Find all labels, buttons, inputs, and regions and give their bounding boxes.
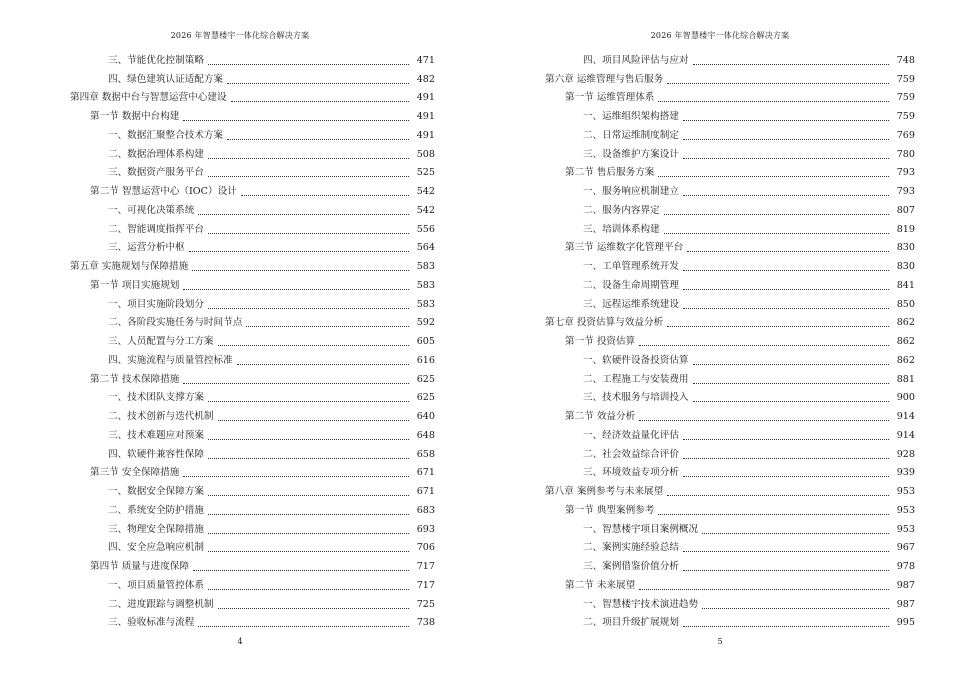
dot-leader [208, 158, 409, 159]
toc-chapter[interactable] [545, 67, 915, 86]
toc-entry-title: 三、验收标准与流程 [108, 617, 195, 629]
toc-entry-page: 605 [416, 336, 435, 347]
toc-item[interactable] [545, 273, 915, 292]
toc-entry-title: 一、可视化决策系统 [108, 204, 195, 216]
toc-entry-title: 二、智能调度指挥平台 [108, 223, 204, 235]
dot-leader [231, 101, 409, 102]
page-number: 5 [717, 637, 723, 646]
dot-leader [183, 383, 409, 384]
toc-entry-title: 第一节 投资估算 [565, 336, 636, 347]
toc-entry-page: 671 [416, 486, 435, 497]
dot-leader [693, 383, 889, 384]
dot-leader [639, 345, 889, 346]
dot-leader [667, 326, 889, 327]
toc-entry-page: 819 [896, 223, 915, 235]
toc-entry-title: 二、各阶段实施任务与时间节点 [108, 317, 243, 329]
dot-leader [683, 270, 889, 271]
toc-item[interactable] [70, 442, 435, 461]
toc-entry-title: 一、数据汇聚整合技术方案 [108, 129, 224, 141]
toc-entry-page: 542 [416, 204, 435, 216]
toc-entry-page: 648 [416, 429, 435, 441]
toc-item[interactable] [70, 498, 435, 517]
toc-item[interactable] [70, 517, 435, 536]
toc-item[interactable] [70, 198, 435, 217]
toc-entry-page: 683 [416, 504, 435, 516]
toc-entry-title: 一、运维组织架构搭建 [583, 111, 679, 122]
dot-leader [683, 458, 889, 459]
toc-entry-page: 658 [416, 448, 435, 460]
toc-item[interactable] [545, 123, 915, 142]
toc-list [70, 48, 435, 629]
toc-entry-title: 第四节 质量与进度保障 [90, 561, 189, 572]
toc-entry-title: 第七章 投资估算与效益分析 [545, 317, 664, 329]
toc-entry-page: 625 [416, 373, 435, 385]
dot-leader [183, 476, 409, 477]
dot-leader [198, 214, 409, 215]
dot-leader [193, 570, 409, 571]
toc-entry-page: 939 [896, 467, 915, 479]
toc-entry-title: 一、项目质量管控体系 [108, 579, 204, 591]
dot-leader [683, 439, 889, 440]
dot-leader [683, 476, 889, 477]
toc-entry-page: 759 [896, 73, 915, 85]
dot-leader [693, 64, 889, 65]
toc-entry-page: 491 [416, 92, 435, 104]
toc-entry-page: 616 [416, 354, 435, 366]
toc-entry-page: 793 [896, 167, 915, 179]
dot-leader [702, 608, 889, 609]
toc-entry-page: 850 [896, 298, 915, 310]
toc-entry-title: 第二节 技术保障措施 [90, 373, 180, 385]
toc-item[interactable] [70, 536, 435, 555]
toc-item[interactable] [545, 554, 915, 573]
dot-leader [218, 345, 409, 346]
toc-section[interactable] [545, 161, 915, 180]
toc-entry-page: 953 [896, 504, 915, 516]
toc-entry-title: 三、数据资产服务平台 [108, 167, 204, 179]
toc-entry-title: 一、工单管理系统开发 [583, 261, 679, 272]
toc-entry-page: 967 [896, 542, 915, 554]
toc-item[interactable] [70, 592, 435, 611]
page-number: 4 [237, 637, 243, 646]
toc-entry-title: 三、人员配置与分工方案 [108, 336, 214, 347]
dot-leader [227, 139, 409, 140]
dot-leader [183, 120, 409, 121]
toc-section[interactable] [70, 104, 435, 123]
toc-entry-title: 三、技术服务与培训投入 [583, 392, 689, 404]
dot-leader [208, 176, 409, 177]
toc-entry-title: 三、远程运维系统建设 [583, 298, 679, 310]
toc-entry-title: 二、技术创新与迭代机制 [108, 411, 214, 422]
toc-entry-page: 881 [896, 373, 915, 385]
dot-leader [208, 233, 409, 234]
toc-item[interactable] [545, 104, 915, 123]
toc-entry-page: 671 [416, 467, 435, 479]
toc-item[interactable] [545, 592, 915, 611]
toc-item[interactable] [70, 48, 435, 67]
toc-entry-page: 769 [896, 129, 915, 141]
dot-leader [189, 251, 409, 252]
toc-entry-title: 三、设备维护方案设计 [583, 148, 679, 160]
dot-leader [683, 139, 889, 140]
dot-leader [218, 608, 409, 609]
dot-leader [198, 626, 409, 627]
toc-entry-page: 807 [896, 204, 915, 216]
toc-entry-page: 987 [896, 579, 915, 591]
dot-leader [208, 439, 409, 440]
dot-leader [658, 176, 889, 177]
toc-entry-page: 914 [896, 429, 915, 441]
toc-entry-title: 一、服务响应机制建立 [583, 186, 679, 197]
toc-entry-page: 625 [416, 392, 435, 404]
toc-item[interactable] [545, 198, 915, 217]
toc-item[interactable] [70, 329, 435, 348]
toc-entry-page: 780 [896, 148, 915, 160]
toc-item[interactable] [545, 386, 915, 405]
toc-item[interactable] [70, 123, 435, 142]
dot-leader [241, 195, 409, 196]
toc-entry-page: 830 [896, 261, 915, 272]
toc-entry-page: 717 [416, 561, 435, 572]
toc-entry-title: 四、安全应急响应机制 [108, 542, 204, 554]
toc-entry-title: 二、数据治理体系构建 [108, 148, 204, 160]
toc-entry-title: 一、智慧楼宇技术演进趋势 [583, 598, 699, 610]
dot-leader [227, 83, 409, 84]
toc-entry-page: 862 [896, 336, 915, 347]
toc-item[interactable] [70, 386, 435, 405]
toc-item[interactable] [545, 536, 915, 555]
running-header: 2026 年智慧楼宇一体化综合解决方案 [170, 31, 310, 40]
dot-leader [237, 364, 409, 365]
dot-leader [683, 195, 889, 196]
toc-item[interactable] [70, 404, 435, 423]
toc-item[interactable] [70, 348, 435, 367]
toc-entry-page: 725 [416, 598, 435, 610]
toc-entry-title: 第三节 运维数字化管理平台 [565, 242, 684, 254]
toc-item[interactable] [545, 348, 915, 367]
dot-leader [192, 270, 409, 271]
toc-item[interactable] [545, 423, 915, 442]
toc-entry-page: 995 [896, 617, 915, 629]
toc-chapter[interactable] [70, 86, 435, 105]
toc-entry-title: 四、软硬件兼容性保障 [108, 448, 204, 460]
toc-section[interactable] [545, 404, 915, 423]
toc-entry-title: 三、培训体系构建 [583, 223, 660, 235]
toc-chapter[interactable] [545, 311, 915, 330]
dot-leader [683, 626, 889, 627]
dot-leader [667, 83, 889, 84]
toc-entry-title: 三、案例借鉴价值分析 [583, 561, 679, 572]
toc-entry-title: 二、系统安全防护措施 [108, 504, 204, 516]
toc-item[interactable] [70, 479, 435, 498]
toc-section[interactable] [70, 367, 435, 386]
toc-section[interactable] [545, 236, 915, 255]
toc-entry-title: 三、技术难题应对预案 [108, 429, 204, 441]
toc-entry-title: 第三节 安全保障措施 [90, 467, 180, 479]
toc-section[interactable] [70, 273, 435, 292]
dot-leader [208, 514, 409, 515]
toc-entry-page: 491 [416, 111, 435, 122]
toc-entry-title: 四、绿色建筑认证适配方案 [108, 73, 224, 85]
toc-entry-title: 四、项目风险评估与应对 [583, 54, 689, 66]
toc-entry-page: 978 [896, 561, 915, 572]
running-header: 2026 年智慧楼宇一体化综合解决方案 [650, 31, 790, 40]
toc-entry-page: 953 [896, 486, 915, 497]
toc-list [545, 48, 915, 629]
dot-leader [246, 326, 409, 327]
toc-item[interactable] [70, 142, 435, 161]
toc-item[interactable] [70, 161, 435, 180]
toc-item[interactable] [70, 67, 435, 86]
toc-entry-title: 三、物理安全保障措施 [108, 523, 204, 535]
toc-entry-title: 第二节 智慧运营中心（IOC）设计 [90, 186, 237, 197]
toc-entry-page: 953 [896, 523, 915, 535]
toc-entry-title: 第一节 项目实施规划 [90, 279, 180, 291]
dot-leader [208, 533, 409, 534]
toc-entry-title: 四、实施流程与质量管控标准 [108, 354, 233, 366]
toc-entry-title: 二、项目升级扩展规划 [583, 617, 679, 629]
toc-entry-title: 二、案例实施经验总结 [583, 542, 679, 554]
toc-entry-page: 471 [416, 54, 435, 66]
toc-entry-page: 717 [416, 579, 435, 591]
page-right [480, 0, 960, 682]
toc-entry-title: 二、服务内容界定 [583, 204, 660, 216]
toc-entry-title: 一、经济效益量化评估 [583, 429, 679, 441]
dot-leader [683, 308, 889, 309]
toc-entry-page: 556 [416, 223, 435, 235]
toc-entry-title: 第四章 数据中台与智慧运营中心建设 [70, 92, 227, 104]
toc-entry-title: 第二节 效益分析 [565, 411, 636, 422]
toc-entry-page: 542 [416, 186, 435, 197]
toc-section[interactable] [70, 461, 435, 480]
toc-entry-title: 一、数据安全保障方案 [108, 486, 204, 497]
toc-section[interactable] [70, 554, 435, 573]
dot-leader [639, 589, 889, 590]
toc-entry-page: 759 [896, 111, 915, 122]
toc-item[interactable] [545, 179, 915, 198]
toc-entry-page: 900 [896, 392, 915, 404]
dot-leader [208, 495, 409, 496]
toc-chapter[interactable] [70, 254, 435, 273]
dot-leader [687, 251, 889, 252]
toc-item[interactable] [70, 611, 435, 630]
toc-entry-title: 三、运营分析中枢 [108, 242, 185, 254]
toc-entry-title: 一、软硬件设备投资估算 [583, 354, 689, 366]
toc-item[interactable] [545, 442, 915, 461]
dot-leader [683, 158, 889, 159]
toc-entry-title: 第一节 数据中台构建 [90, 111, 180, 122]
toc-item[interactable] [545, 367, 915, 386]
dot-leader [208, 551, 409, 552]
toc-entry-title: 第二节 售后服务方案 [565, 167, 655, 179]
toc-entry-page: 564 [416, 242, 435, 254]
toc-item[interactable] [70, 423, 435, 442]
toc-chapter[interactable] [545, 479, 915, 498]
dot-leader [667, 495, 889, 496]
dot-leader [693, 401, 889, 402]
toc-entry-title: 二、日常运维制度制定 [583, 129, 679, 141]
toc-entry-page: 862 [896, 354, 915, 366]
toc-item[interactable] [70, 236, 435, 255]
toc-section[interactable] [545, 86, 915, 105]
toc-entry-title: 一、技术团队支撑方案 [108, 392, 204, 404]
toc-entry-page: 706 [416, 542, 435, 554]
toc-entry-page: 583 [416, 261, 435, 272]
toc-entry-title: 第一节 典型案例参考 [565, 504, 655, 516]
toc-entry-page: 508 [416, 148, 435, 160]
toc-entry-page: 914 [896, 411, 915, 422]
toc-item[interactable] [545, 254, 915, 273]
dot-leader [639, 420, 889, 421]
toc-entry-page: 491 [416, 129, 435, 141]
toc-entry-title: 二、工程施工与安装费用 [583, 373, 689, 385]
toc-entry-page: 841 [896, 279, 915, 291]
dot-leader [208, 458, 409, 459]
toc-entry-page: 738 [416, 617, 435, 629]
toc-item[interactable] [545, 142, 915, 161]
toc-item[interactable] [545, 48, 915, 67]
toc-entry-title: 三、节能优化控制策略 [108, 54, 204, 66]
dot-leader [683, 289, 889, 290]
toc-entry-page: 525 [416, 167, 435, 179]
dot-leader [208, 308, 409, 309]
toc-entry-title: 第一节 运维管理体系 [565, 92, 655, 104]
toc-entry-page: 759 [896, 92, 915, 104]
dot-leader [683, 570, 889, 571]
dot-leader [208, 64, 409, 65]
dot-leader [208, 401, 409, 402]
toc-item[interactable] [70, 292, 435, 311]
toc-entry-page: 748 [896, 54, 915, 66]
toc-item[interactable] [545, 461, 915, 480]
toc-entry-page: 928 [896, 448, 915, 460]
toc-entry-page: 482 [416, 73, 435, 85]
dot-leader [683, 551, 889, 552]
dot-leader [183, 289, 409, 290]
toc-item[interactable] [70, 311, 435, 330]
toc-entry-page: 830 [896, 242, 915, 254]
toc-item[interactable] [545, 217, 915, 236]
toc-entry-page: 793 [896, 186, 915, 197]
dot-leader [658, 101, 889, 102]
toc-entry-title: 二、设备生命周期管理 [583, 279, 679, 291]
toc-entry-title: 第六章 运维管理与售后服务 [545, 73, 664, 85]
toc-item[interactable] [70, 217, 435, 236]
toc-entry-title: 第二节 未来展望 [565, 579, 636, 591]
toc-entry-page: 862 [896, 317, 915, 329]
toc-section[interactable] [545, 573, 915, 592]
toc-section[interactable] [70, 179, 435, 198]
toc-item[interactable] [545, 611, 915, 630]
dot-leader [664, 233, 889, 234]
dot-leader [702, 533, 889, 534]
toc-item[interactable] [70, 573, 435, 592]
dot-leader [683, 120, 889, 121]
toc-entry-title: 二、社会效益综合评价 [583, 448, 679, 460]
toc-entry-page: 583 [416, 298, 435, 310]
toc-entry-title: 第五章 实施规划与保障措施 [70, 261, 189, 272]
toc-entry-page: 583 [416, 279, 435, 291]
toc-entry-title: 二、进度跟踪与调整机制 [108, 598, 214, 610]
toc-item[interactable] [545, 292, 915, 311]
toc-section[interactable] [545, 329, 915, 348]
toc-entry-title: 三、环境效益专项分析 [583, 467, 679, 479]
toc-entry-page: 693 [416, 523, 435, 535]
toc-entry-page: 592 [416, 317, 435, 329]
toc-entry-page: 640 [416, 411, 435, 422]
toc-item[interactable] [545, 517, 915, 536]
dot-leader [658, 514, 889, 515]
toc-entry-title: 一、项目实施阶段划分 [108, 298, 204, 310]
toc-entry-title: 第八章 案例参考与未来展望 [545, 486, 664, 497]
dot-leader [664, 214, 889, 215]
toc-section[interactable] [545, 498, 915, 517]
toc-entry-title: 一、智慧楼宇项目案例概况 [583, 523, 699, 535]
dot-leader [693, 364, 889, 365]
dot-leader [218, 420, 409, 421]
toc-entry-page: 987 [896, 598, 915, 610]
dot-leader [208, 589, 409, 590]
